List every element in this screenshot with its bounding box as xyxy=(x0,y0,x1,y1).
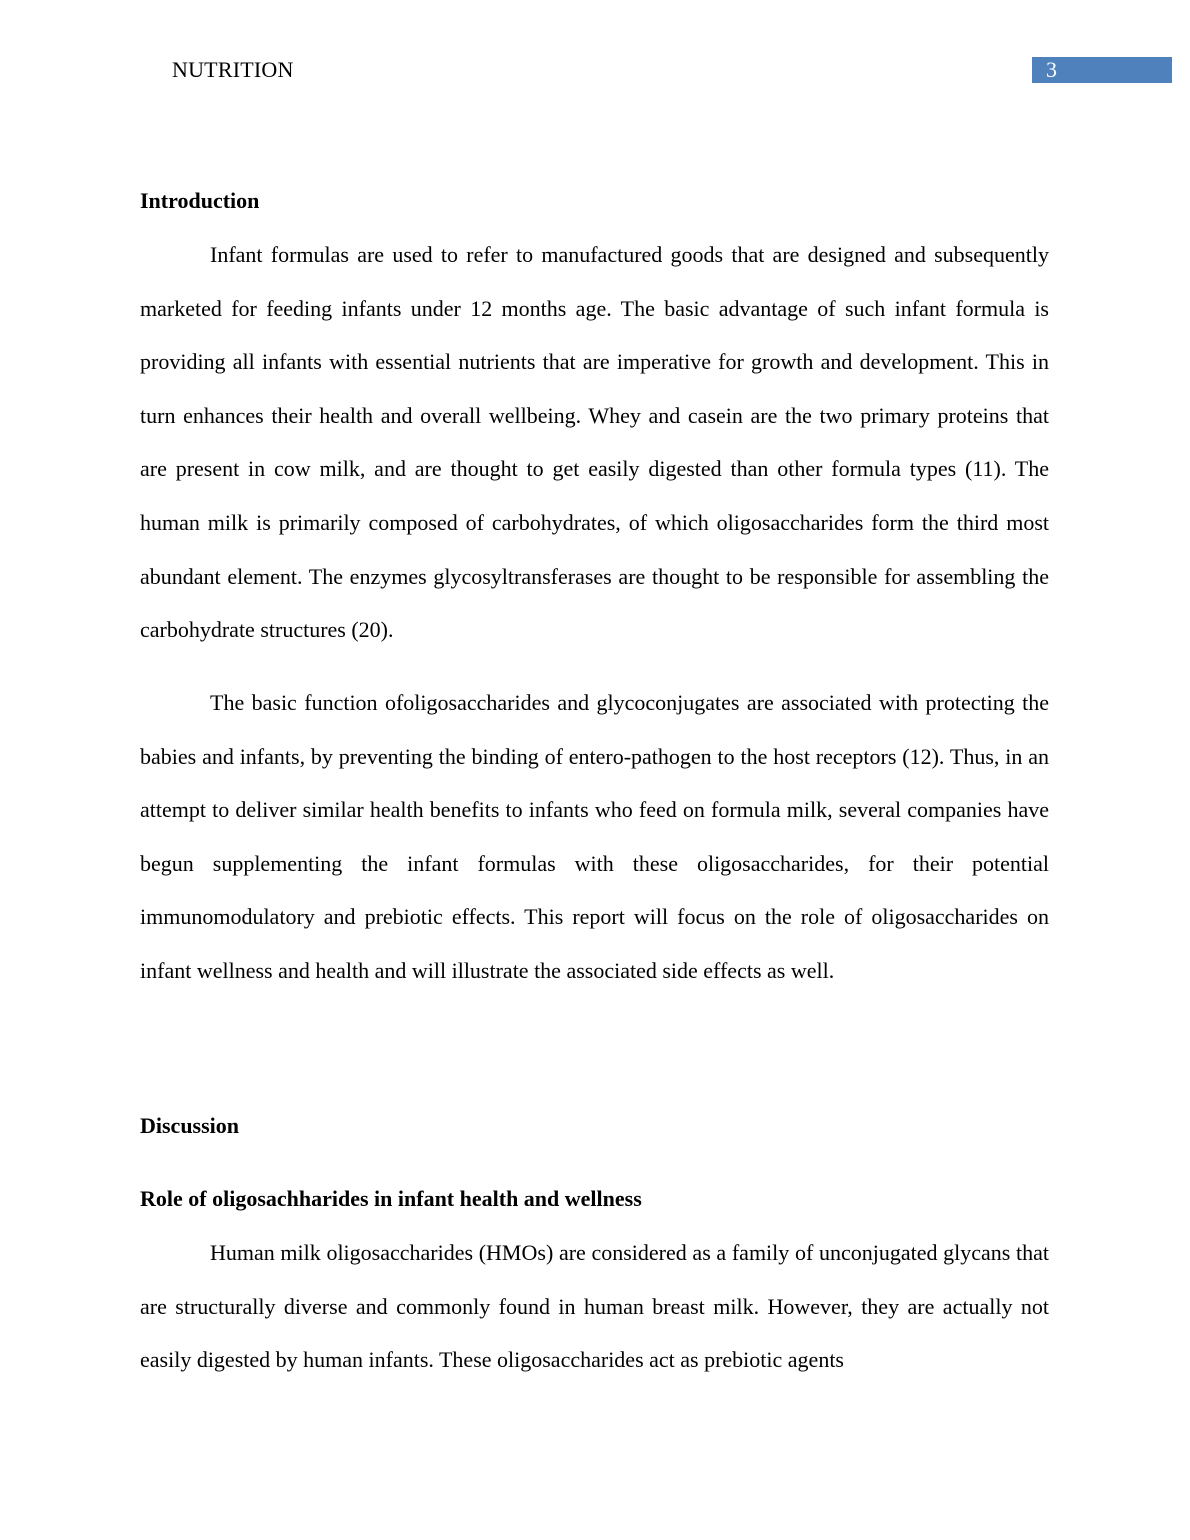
introduction-paragraph-2: The basic function ofoligosaccharides and glycoconjugates are associated with protecting the babies and infants, by preventing the binding of entero-pathogen to the host receptors (12). Thus, in an attempt to deliver similar health benefits to infants who feed on formula milk, several companies have begun supplementing the infant formulas with these oligosaccharides, for their potential immunomodulatory and prebiotic effects. This report will focus on the role of oligosaccharides on infant wellness and health and will illustrate the associated side effects as well. xyxy=(140,690,1049,983)
page-number: 3 xyxy=(1046,57,1057,82)
discussion-subheading: Role of oligosachharides in infant health and wellness xyxy=(140,1186,642,1211)
running-head: NUTRITION xyxy=(172,57,294,82)
discussion-heading: Discussion xyxy=(140,1113,240,1138)
introduction-paragraph-1: Infant formulas are used to refer to manufactured goods that are designed and subsequently marketed for feeding infants under 12 months age. The basic advantage of such infant formula is providing all infants with essential nutrients that are imperative for growth and development. This in turn enhances their health and overall wellbeing. Whey and casein are the two primary proteins that are present in cow milk, and are thought to get easily digested than other formula types (11). The human milk is primarily composed of carbohydrates, of which oligosaccharides form the third most abundant element. The enzymes glycosyltransferases are thought to be responsible for assembling the carbohydrate structures (20). xyxy=(140,242,1049,643)
discussion-paragraph-1: Human milk oligosaccharides (HMOs) are considered as a family of unconjugated glycans that are structurally diverse and commonly found in human breast milk. However, they are actually not easily digested by human infants. These oligosaccharides act as prebiotic agents xyxy=(140,1240,1049,1373)
page-number-box xyxy=(1032,57,1172,83)
introduction-heading: Introduction xyxy=(140,188,260,213)
